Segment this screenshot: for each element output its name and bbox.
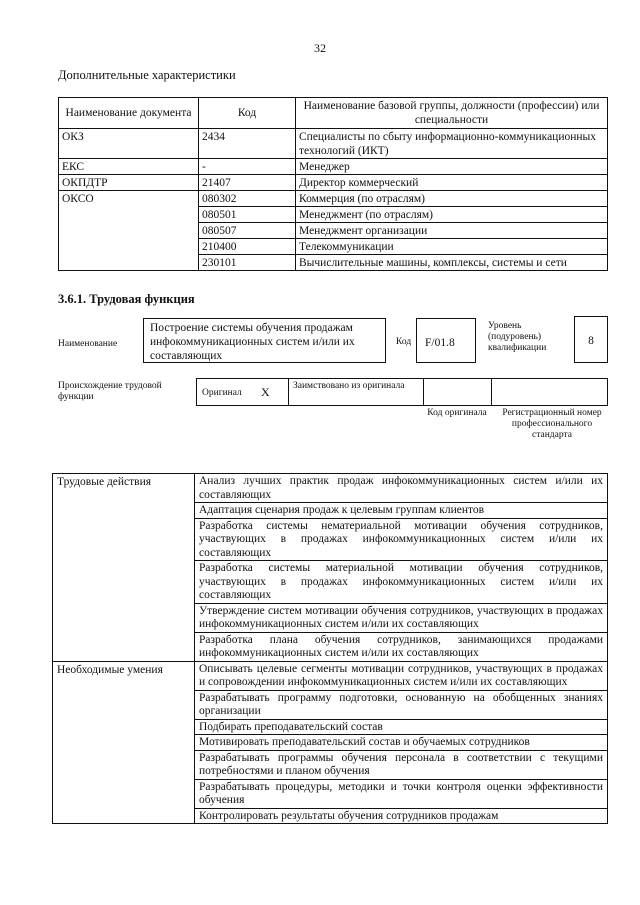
level-label: Уровень (подуровень) квалификации: [488, 321, 547, 353]
doc-cell: ОКЗ: [59, 129, 199, 159]
item-cell: Описывать целевые сегменты мотивации сотрудников, участвующих в продажах и сопровождении инфокоммуникационных систем и/или их составляющих: [195, 661, 608, 690]
function-heading: 3.6.1. Трудовая функция: [58, 292, 195, 306]
item-cell: Разрабатывать процедуры, методики и точки контроля оценки эффективности обучения: [195, 779, 608, 808]
function-code-box: F/01.8: [416, 318, 476, 363]
item-cell: Разработка плана обучения сотрудников, занимающихся продажами инфокоммуникационных систем и/или их составляющих: [195, 632, 608, 661]
code-cell: 210400: [199, 239, 296, 255]
doc-cell: ОКСО: [59, 191, 199, 271]
divider: [491, 378, 492, 406]
code-cell: 080507: [199, 223, 296, 239]
work-table: [52, 473, 608, 824]
column-header: Код: [199, 98, 296, 129]
table-row: [53, 661, 608, 690]
divider: [288, 378, 289, 406]
item-cell: Разрабатывать программы обучения персонала в соответствии с текущими потребностями и планом обучения: [195, 750, 608, 779]
name-cell: Менеджмент организации: [296, 223, 608, 239]
function-name-box: Построение системы обучения продажам инфокоммуникационных систем и/или их составляющих: [143, 318, 386, 363]
item-cell: Разработка системы материальной мотивации обучения сотрудников, участвующих в продажах инфокоммуникационных систем и/или их составляющих: [195, 561, 608, 604]
doc-cell: ОКПДТР: [59, 175, 199, 191]
original-mark: X: [261, 385, 270, 399]
additional-characteristics-table: [58, 97, 608, 271]
item-cell: Подбирать преподавательский состав: [195, 719, 608, 735]
page-number: 32: [314, 41, 326, 55]
code-caption: Код оригинала: [427, 408, 487, 418]
name-cell: Директор коммерческий: [296, 175, 608, 191]
item-cell: Мотивировать преподавательский состав и обучаемых сотрудников: [195, 735, 608, 751]
item-cell: Утверждение систем мотивации обучения сотрудников, участвующих в продажах инфокоммуникационных систем и/или их составляющих: [195, 603, 608, 632]
name-cell: Коммерция (по отраслям): [296, 191, 608, 207]
level-box: 8: [574, 316, 608, 363]
code-cell: 080501: [199, 207, 296, 223]
registration-caption: Регистрационный номер профессионального стандарта: [502, 408, 602, 440]
item-cell: Анализ лучших практик продаж инфокоммуникационных систем и/или их составляющих: [195, 474, 608, 503]
item-cell: Разработка системы нематериальной мотивации обучения сотрудников, участвующих в продажах инфокоммуникационных систем и/или их составляющих: [195, 518, 608, 561]
table-row: [59, 175, 608, 191]
item-cell: Разрабатывать программу подготовки, основанную на обобщенных знаниях организации: [195, 690, 608, 719]
code-label: Код: [396, 337, 412, 347]
code-cell: 2434: [199, 129, 296, 159]
name-cell: Специалисты по сбыту информационно-коммуникационных технологий (ИКТ): [296, 129, 608, 159]
group-label: Трудовые действия: [53, 474, 195, 662]
section-title: Дополнительные характеристики: [58, 68, 236, 82]
code-cell: 230101: [199, 255, 296, 271]
borrowed-label: Заимствовано из оригинала: [293, 381, 405, 391]
table-row: [59, 159, 608, 175]
table-row: [59, 129, 608, 159]
origin-box: [196, 378, 608, 406]
column-header: Наименование документа: [59, 98, 199, 129]
column-header: Наименование базовой группы, должности (профессии) или специальности: [296, 98, 608, 129]
name-label: Наименование: [58, 339, 118, 349]
code-cell: -: [199, 159, 296, 175]
table-row: [59, 191, 608, 207]
code-cell: 21407: [199, 175, 296, 191]
table-header-row: [59, 98, 608, 129]
table-row: [53, 474, 608, 503]
name-cell: Телекоммуникации: [296, 239, 608, 255]
divider: [423, 378, 424, 406]
origin-label: Происхождение трудовой функции: [58, 381, 162, 402]
name-cell: Менеджмент (по отраслям): [296, 207, 608, 223]
name-cell: Менеджер: [296, 159, 608, 175]
doc-cell: ЕКС: [59, 159, 199, 175]
group-label: Необходимые умения: [53, 661, 195, 824]
item-cell: Контролировать результаты обучения сотрудников продажам: [195, 808, 608, 824]
item-cell: Адаптация сценария продаж к целевым группам клиентов: [195, 503, 608, 519]
name-cell: Вычислительные машины, комплексы, системы и сети: [296, 255, 608, 271]
original-label: Оригинал: [202, 388, 242, 398]
code-cell: 080302: [199, 191, 296, 207]
